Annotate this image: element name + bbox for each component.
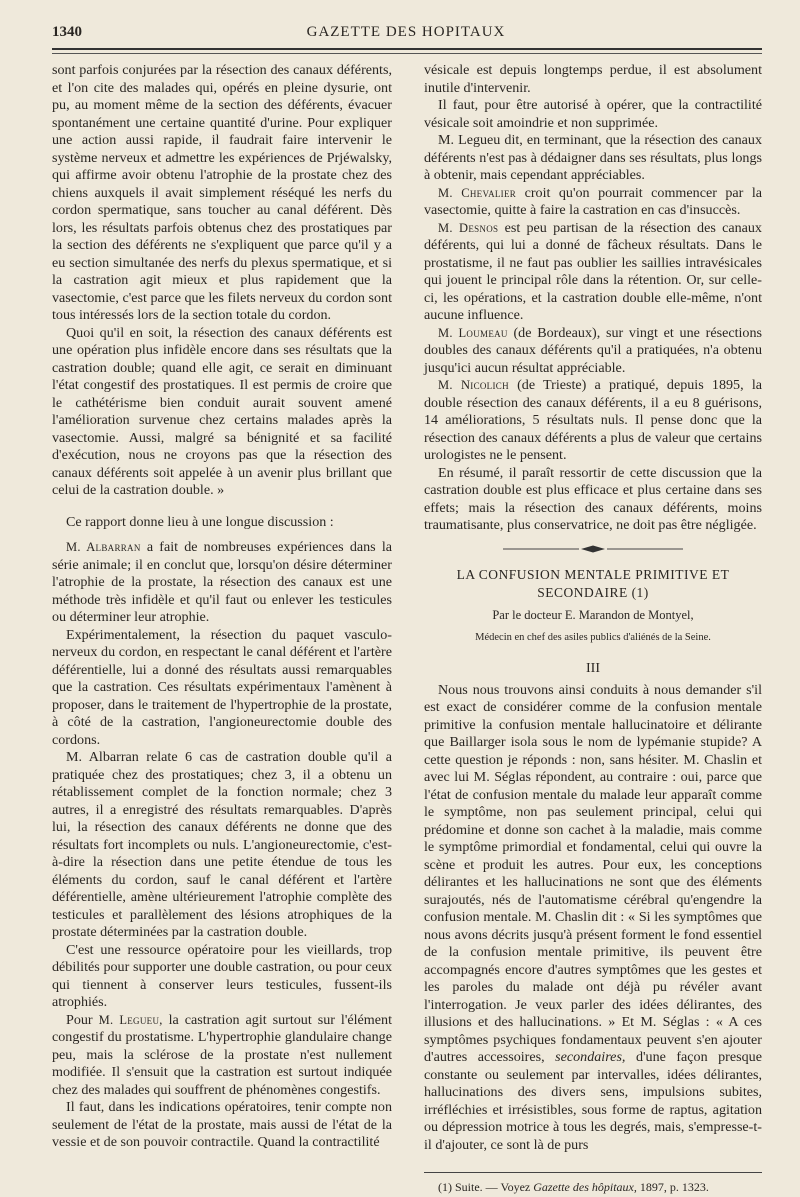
footnote-text: 1897, p. 1323.	[639, 1180, 709, 1194]
paragraph-text: Pour	[66, 1011, 93, 1028]
paragraph: M. Albarran relate 6 cas de castration double qu'il a pratiquée chez des prostatiques; chez 3, il a obtenu un rétablissement complet de la fonction normale; chez 3 autres, il a enregistré des résultats remarquables. D'après lui, la résection des canaux déférents ne donne que des résultats fort incomplets ou nuls. L'angioneurectomie, c'est-à-dire la résection dans une petite étendue de tous les éléments du cordon, sauf le canal déférent et l'artère déférentielle, amène ultérieurement l'atrophie complète des testicules et parallèlement des lésions atrophiques de la prostate déterminées par la castration double.	[52, 749, 392, 940]
article-byline: Par le docteur E. Marandon de Montyel,	[492, 608, 694, 622]
speaker-name: M. Legueu,	[98, 1012, 163, 1027]
paragraph	[424, 220, 762, 325]
paragraph: Expérimentalement, la résection du paquet vasculo-nerveux du cordon, en respectant le canal déférent et l'artère déférentielle, lui a donné des résultats aussi remarquables que la castration. Ces résultats expérimentaux l'amènent à proposer, dans le traitement de l'hypertrophie de la prostate, à côté de la castration, l'angioneurectomie double des cordons.	[52, 626, 392, 748]
paragraph-text: est peu partisan de la résection des canaux déférents, qui lui a donné de fâcheux résultats. Dans le prostatisme, il ne faut pas oublier les saillies intravésicales qui jouent le principal rôle dans la rétention. Or, sur celle-ci, les opérations, et la castration double elle-même, n'ont aucune influence.	[424, 219, 762, 323]
paragraph: Ce rapport donne lieu à une longue discussion :	[66, 513, 334, 530]
paragraph: M. Legueu dit, en terminant, que la résection des canaux déférents n'est pas à dédaigner dans ses résultats, plus longs à obtenir, mais cependant appréciables.	[424, 132, 762, 183]
footnote-journal: Gazette des hôpitaux,	[533, 1180, 637, 1194]
journal-title: GAZETTE DES HOPITAUX	[306, 24, 506, 40]
paragraph-text: (de Bordeaux), sur vingt et une résections doubles des canaux déférents qu'il a pratiquées, n'a obtenu jusqu'ici aucun résultat appréciable.	[424, 324, 762, 376]
paragraph-text: a fait de nombreuses expériences dans la série animale; il en conclut que, lorsqu'on désire déterminer l'atrophie de la prostate, la résection des canaux est une méthode très infidèle et qu'il faut ou enlever les testicules ou déterminer leur atrophie.	[52, 539, 392, 625]
speaker-name: M. Loumeau	[438, 325, 508, 340]
speaker-name: M. Chevalier	[438, 185, 517, 200]
paragraph: sont parfois conjurées par la résection des canaux déférents, et l'on cite des malades qui, opérés en pleine dysurie, ont pu, au moment même de la section des déférents, évacuer spontanément une certaine quantité d'urine. Pour expliquer une action aussi rapide, il faudrait faire intervenir le système nerveux et admettre les expériences de Prjéwalsky, qui affirme avoir obtenu l'atrophie de la prostate chez des chiens auxquels il avait simplement réséqué les nerfs du cordon spermatique, sans toucher au canal déférent. Dès lors, les résultats parfois obtenus chez des prostatiques par la section des déférents ne s'expliquent que parce qu'il y a eu section simultanée des nerfs du plexus spermatique, et si la castration agit mieux et plus rapidement que la vasectomie, c'est parce que les filets nerveux du cordon sont tous intéressés lors de la section totale du cordon.	[52, 62, 392, 323]
italic-term: secondaires,	[555, 1049, 626, 1065]
paragraph: Quoi qu'il en soit, la résection des canaux déférents est une opération plus infidèle encore dans ses résultats que la castration double; quand elle agit, ce serait en diminuant l'état congestif des prostatiques. Il est permis de croire que le cathétérisme bien conduit aurait souvent amené l'amélioration survenue chez certains malades après la vasectomie. Aussi, malgré sa bénignité et sa facilité d'exécution, nous ne croyons pas que la résection des canaux déférents soit appelée à un avenir plus brillant que celui de la castration double. »	[52, 324, 392, 498]
paragraph	[424, 325, 762, 378]
section-ornament	[424, 541, 762, 559]
paragraph	[424, 682, 762, 1155]
footnote-text: (1) Suite. — Voyez	[438, 1180, 531, 1194]
ornament-rule-icon	[503, 545, 683, 553]
part-number: III	[586, 661, 600, 676]
speaker-name: M. Albarran	[66, 540, 141, 554]
speaker-name: M. Desnos	[438, 220, 499, 235]
paragraph: En résumé, il paraît ressortir de cette discussion que la castration double est plus efficace et plus certaine dans ses effets; mais la résection des canaux déférents, moins traumatisante, plus conservatrice, ne doit pas être négligée.	[424, 464, 762, 533]
footnote-rule	[424, 1172, 762, 1173]
paragraph: Il faut, pour être autorisé à opérer, que la contractilité vésicale soit amoindrie et non supprimée.	[424, 97, 762, 131]
header-rule-thin	[52, 53, 762, 54]
paragraph	[52, 539, 392, 627]
footnote	[424, 1179, 762, 1197]
paragraph	[424, 377, 762, 465]
paragraph-text: Nous nous trouvons ainsi conduits à nous demander s'il est exact de considérer comme de la confusion mentale primitive la confusion mentale hallucinatoire et délirante que Baillarger isola sous le nom de lypémanie stupide? A cette question je réponds : non, sans hésiter. M. Chaslin et avec lui M. Séglas répondent, au contraire : oui, parce que l'état de confusion mentale du malade leur apparaît comme le symptôme, non pas seulement principal, celui qui prédomine et donne son cachet à la maladie, mais comme le symptôme primordial et fondamental, celui qui ouvre la scène et produit les autres. Pour eux, les conceptions délirantes et les hallucinations ne sont que des éléments surajoutés, nés de l'automatisme cérébral qu'engendre la confusion mentale. M. Chaslin dit : « Si les symptômes que nous avons décrits jusqu'à présent forment le fond essentiel de la confusion mentale primitive, ils peuvent être accompagnés encore d'autres symptômes que les gestes et les paroles du malade ont déjà pu révéler avant l'interrogation. Je veux parler des idées délirantes, des illusions et des hallucinations. » Et M. Séglas : « A ces symptômes psychiques fondamentaux peuvent s'en ajouter d'autres accessoires,	[424, 681, 762, 1065]
page-header	[52, 22, 760, 46]
paragraph	[424, 185, 762, 220]
author-affiliation: Médecin en chef des asiles publics d'aliénés de la Seine.	[475, 631, 711, 643]
speaker-name: M. Nicolich	[438, 378, 509, 392]
page-number: 1340	[52, 24, 82, 40]
paragraph-text: d'une façon presque constante ou seulement par intervalles, idées délirantes, hallucinations des divers sens, impulsions subites, irréfléchies et irrésistibles, sous forme de raptus, agitation ou dépression motrice à tous les degrés, mais, s'empresse-t-il d'ajouter, ce sont là de purs	[424, 1049, 762, 1153]
paragraph-text: (de Trieste) a pratiqué, depuis 1895, la double résection des canaux déférents, il a eu 8 guérisons, 14 améliorations, 5 résultats nuls. Il pense donc que la résection des canaux déférents a plus de valeur que certains urologistes ne le pensent.	[424, 377, 762, 463]
left-column	[52, 62, 392, 1152]
paragraph: C'est une ressource opératoire pour les vieillards, trop débilités pour supporter une double castration, ou pour ceux qui tiennent à conserver leurs testicules, fussent-ils atrophiés.	[52, 941, 392, 1010]
paragraph-text: la castration agit surtout sur l'élément congestif du prostatisme. L'hypertrophie glandulaire change peu, mais la sclérose de la prostate n'est nullement modifiée. Il s'ensuit que la castration est surtout indiquée chez des malades qui souffrent de phénomènes congestifs.	[52, 1011, 392, 1098]
paragraph: vésicale est depuis longtemps perdue, il est absolument inutile d'intervenir.	[424, 62, 762, 96]
article-title: LA CONFUSION MENTALE PRIMITIVE ET SECONDAIRE (1)	[456, 567, 730, 600]
header-rule-thick	[52, 48, 762, 50]
paragraph-text: croit qu'on pourrait commencer par la vasectomie, quitte à faire la castration en cas d'insuccès.	[424, 184, 763, 218]
paragraph	[52, 1012, 392, 1100]
right-column	[424, 62, 762, 1197]
paragraph: Il faut, dans les indications opératoires, tenir compte non seulement de l'état de la prostate, mais aussi de l'état de la vessie et de son pouvoir contractile. Quand la contractilité	[52, 1099, 392, 1150]
